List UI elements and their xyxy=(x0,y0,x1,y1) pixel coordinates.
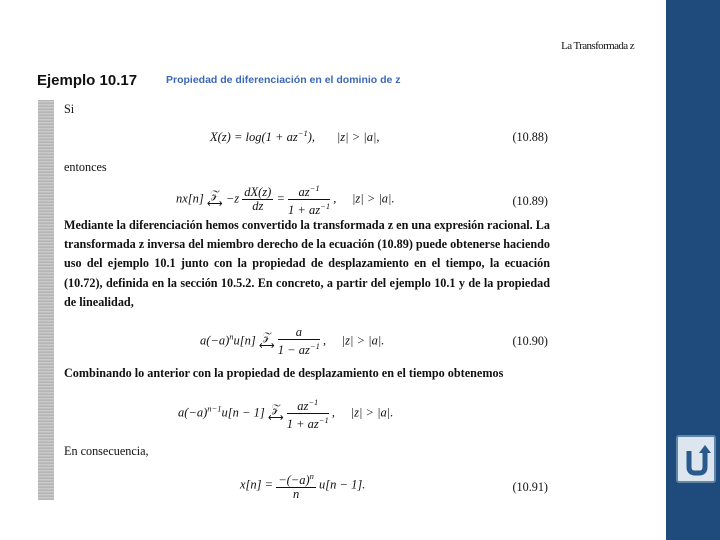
return-button[interactable] xyxy=(676,435,716,483)
equation-time-shift: $a(-a)^{n-1}u[n - 1]$ 𝒵 ⟷ $\frac{az^{-1}}{1 + az^{-1}}$ , |z| > |a|. xyxy=(178,397,394,432)
equation-10-89: nx[n] 𝒵 ⟷ −z $\frac{dX(z)}{dz}$ = $\frac{az^{-1}}{1 + az^{-1}}$ , |z| > |a|. xyxy=(176,183,395,218)
example-header xyxy=(36,68,552,98)
textbook-scan xyxy=(36,68,552,500)
equation-10-91: x[n] = $\frac{-(-a)^n}{n}$ u[n − 1]. xyxy=(240,471,366,502)
explanation-paragraph: Mediante la diferenciación hemos convertido la transformada z en una expresión racional. La transformada z inversa del miembro derecho de la ecuación (10.89) puede obtenerse haciendo uso del ejemplo 10.1 junto con la propiedad de desplazamiento en el tiempo, la ecuación (10.72), definida en la sección 10.5.2. En concreto, a partir del ejemplo 10.1 y de la propiedad de linealidad, xyxy=(64,218,550,309)
example-content xyxy=(60,100,550,500)
consequently-word: En consecuencia, xyxy=(64,444,149,458)
eq-number-10-88: (10.88) xyxy=(512,130,548,144)
combining-sentence: Combinando lo anterior con la propiedad de desplazamiento en el tiempo obtenemos xyxy=(64,366,504,380)
slide-title: La Transformada z xyxy=(561,40,634,52)
equation-10-90: $a(-a)^nu[n]$ 𝒵 ⟷ $\frac{a}{1 - az^{-1}}$ , |z| > |a|. xyxy=(200,325,385,358)
if-word: Si xyxy=(64,102,75,116)
eq-number-10-91: (10.91) xyxy=(512,480,548,494)
eq-number-10-89: (10.89) xyxy=(512,194,548,208)
then-word: entonces xyxy=(64,160,107,174)
example-number: Ejemplo 10.17 xyxy=(37,72,138,89)
return-arrow-icon xyxy=(682,443,712,477)
equation-10-88: $X(z) = \log(1 + az^{-1})$, |z| > |a|, xyxy=(210,128,380,145)
scan-binding-edge xyxy=(38,100,54,500)
example-title: Propiedad de diferenciación en el dominio de z xyxy=(166,74,401,86)
eq-number-10-90: (10.90) xyxy=(512,334,548,348)
